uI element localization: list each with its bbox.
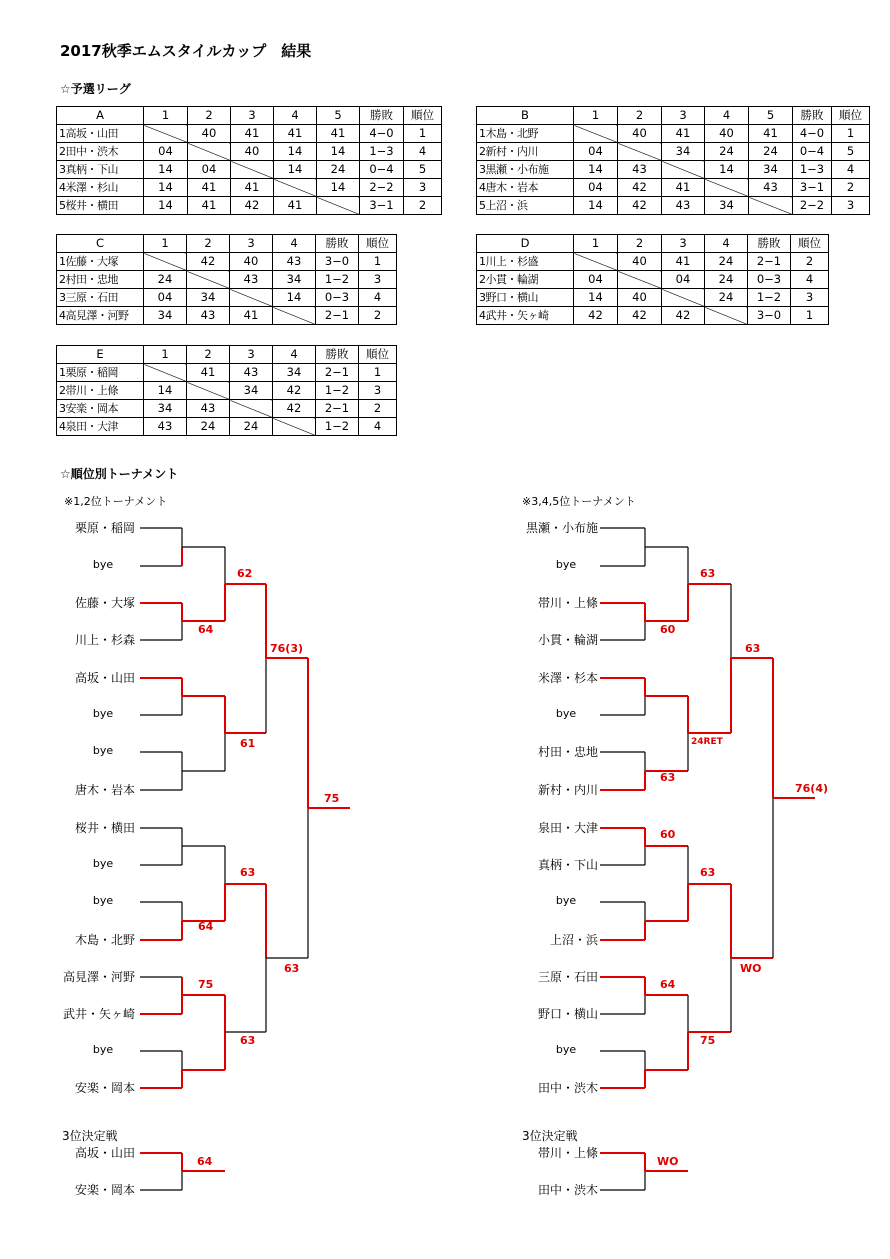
column-header: 順位 [404, 107, 442, 125]
column-header: 順位 [359, 235, 397, 253]
result-cell: 2 [791, 253, 829, 271]
bye-slot: bye [555, 558, 577, 571]
result-cell: 14 [317, 143, 360, 161]
result-cell: 2 [359, 400, 397, 418]
match-score: WO [740, 962, 762, 975]
bye-slot: bye [555, 707, 577, 720]
result-cell: 1−3 [360, 143, 404, 161]
team-name: 4高見澤・河野 [57, 307, 144, 325]
result-cell: 43 [618, 161, 662, 179]
result-cell: 40 [230, 253, 273, 271]
bye-slot: bye [92, 857, 114, 870]
team-name: 3真柄・下山 [57, 161, 144, 179]
result-cell: 14 [574, 161, 618, 179]
result-cell: 3 [832, 197, 870, 215]
result-cell: 3 [359, 271, 397, 289]
bye-slot: bye [92, 1043, 114, 1056]
result-cell: 1 [359, 253, 397, 271]
result-cell: 43 [230, 271, 273, 289]
result-cell: 2−1 [316, 364, 359, 382]
result-cell: 34 [187, 289, 230, 307]
bracket-player: 帯川・上條 [537, 596, 598, 610]
result-cell: 34 [749, 161, 793, 179]
column-header: 順位 [359, 346, 397, 364]
team-name: 3三原・石田 [57, 289, 144, 307]
result-cell: 14 [144, 161, 188, 179]
result-cell: 24 [705, 253, 748, 271]
result-cell: 4 [359, 418, 397, 436]
result-cell: 4 [359, 289, 397, 307]
result-cell: 4 [404, 143, 442, 161]
match-score: 75 [324, 792, 340, 805]
result-cell: 2−2 [793, 197, 832, 215]
result-cell: 0−4 [793, 143, 832, 161]
result-cell: 2−1 [748, 253, 791, 271]
column-header: 2 [187, 346, 230, 364]
result-cell: 3−0 [748, 307, 791, 325]
result-cell: 24 [749, 143, 793, 161]
result-cell: 2−2 [360, 179, 404, 197]
result-cell: 34 [144, 400, 187, 418]
column-header: 順位 [791, 235, 829, 253]
result-cell: 14 [317, 179, 360, 197]
result-cell: 14 [274, 161, 317, 179]
bracket-player: 泉田・大津 [537, 821, 598, 835]
column-header: 1 [144, 235, 187, 253]
column-header: 4 [705, 107, 749, 125]
column-header: 1 [144, 346, 187, 364]
result-cell: 43 [144, 418, 187, 436]
result-cell: 41 [662, 125, 705, 143]
result-cell: 43 [230, 364, 273, 382]
bracket-player: 三原・石田 [537, 970, 598, 984]
team-name: 3黒瀬・小布施 [477, 161, 574, 179]
result-cell: 40 [705, 125, 749, 143]
team-name: 1川上・杉盛 [477, 253, 574, 271]
result-cell: 4−0 [360, 125, 404, 143]
bracket-player: 米澤・杉本 [537, 671, 598, 685]
match-score: 64 [198, 623, 214, 636]
column-header: 2 [618, 107, 662, 125]
bracket-player: 安楽・岡本 [74, 1081, 135, 1095]
match-score: 64 [197, 1155, 213, 1168]
result-cell: 1−3 [793, 161, 832, 179]
column-header: 順位 [832, 107, 870, 125]
column-header: 勝敗 [748, 235, 791, 253]
result-cell: 41 [231, 179, 274, 197]
result-cell: 1−2 [316, 271, 359, 289]
tournament-heading: ☆順位別トーナメント [60, 467, 179, 481]
result-cell: 14 [144, 179, 188, 197]
team-name: 1木島・北野 [477, 125, 574, 143]
result-cell: 0−3 [748, 271, 791, 289]
league-name: B [477, 107, 574, 125]
bracket-player: 村田・忠地 [537, 745, 598, 759]
result-cell: 04 [574, 143, 618, 161]
result-cell: 04 [574, 271, 618, 289]
result-cell: 24 [705, 289, 748, 307]
match-score: 24RET [691, 737, 723, 747]
column-header: 3 [662, 107, 705, 125]
column-header: 1 [144, 107, 188, 125]
result-cell: 0−4 [360, 161, 404, 179]
result-cell: 41 [231, 125, 274, 143]
league-name: C [57, 235, 144, 253]
column-header: 4 [273, 346, 316, 364]
result-cell: 2 [404, 197, 442, 215]
column-header: 5 [749, 107, 793, 125]
result-cell: 3−0 [316, 253, 359, 271]
result-cell: 14 [144, 382, 187, 400]
league-name: E [57, 346, 144, 364]
result-cell: 14 [273, 289, 316, 307]
result-cell: 41 [749, 125, 793, 143]
right-bracket-title: ※3,4,5位トーナメント [522, 495, 636, 508]
result-cell: 34 [230, 382, 273, 400]
team-name: 5上沼・浜 [477, 197, 574, 215]
column-header: 勝敗 [316, 346, 359, 364]
bracket-player: 田中・渋木 [537, 1183, 598, 1197]
team-name: 4泉田・大津 [57, 418, 144, 436]
result-cell: 43 [662, 197, 705, 215]
bracket-player: 唐木・岩本 [74, 783, 135, 797]
result-cell: 3 [791, 289, 829, 307]
match-score: 61 [240, 737, 256, 750]
result-cell: 40 [618, 253, 662, 271]
result-cell: 3−1 [793, 179, 832, 197]
result-cell: 04 [144, 289, 187, 307]
column-header: 2 [187, 235, 230, 253]
column-header: 勝敗 [360, 107, 404, 125]
result-cell: 41 [274, 197, 317, 215]
result-cell: 1 [832, 125, 870, 143]
result-cell: 4 [791, 271, 829, 289]
result-cell: 41 [230, 307, 273, 325]
column-header: 1 [574, 107, 618, 125]
bracket-player: 安楽・岡本 [74, 1183, 135, 1197]
team-name: 1高坂・山田 [57, 125, 144, 143]
result-cell: 1−2 [748, 289, 791, 307]
result-cell: 40 [618, 125, 662, 143]
result-cell: 04 [662, 271, 705, 289]
result-cell: 40 [188, 125, 231, 143]
result-cell: 3 [359, 382, 397, 400]
result-cell: 42 [662, 307, 705, 325]
match-score: 63 [240, 1034, 256, 1047]
column-header: 4 [274, 107, 317, 125]
column-header: 3 [230, 346, 273, 364]
result-cell: 40 [231, 143, 274, 161]
bracket-player: 田中・渋木 [537, 1081, 598, 1095]
bye-slot: bye [555, 894, 577, 907]
result-cell: 41 [274, 125, 317, 143]
bye-slot: bye [92, 894, 114, 907]
match-score: 63 [284, 962, 300, 975]
team-name: 4唐木・岩本 [477, 179, 574, 197]
column-header: 1 [574, 235, 618, 253]
league-name: D [477, 235, 574, 253]
result-cell: 42 [187, 253, 230, 271]
result-cell: 5 [832, 143, 870, 161]
result-cell: 24 [230, 418, 273, 436]
result-cell: 42 [618, 197, 662, 215]
result-cell: 2 [359, 307, 397, 325]
bracket-player: 桜井・横田 [74, 821, 135, 835]
team-name: 2村田・忠地 [57, 271, 144, 289]
result-cell: 41 [317, 125, 360, 143]
bye-slot: bye [555, 1043, 577, 1056]
bracket-player: 帯川・上條 [537, 1146, 598, 1160]
result-cell: 43 [187, 307, 230, 325]
match-score: 64 [660, 978, 676, 991]
column-header: 5 [317, 107, 360, 125]
result-cell: 4 [832, 161, 870, 179]
column-header: 2 [618, 235, 662, 253]
result-cell: 41 [187, 364, 230, 382]
result-cell: 41 [188, 197, 231, 215]
match-score: 63 [660, 771, 676, 784]
result-cell: 4−0 [793, 125, 832, 143]
match-score: 62 [237, 567, 253, 580]
result-cell: 2−1 [316, 400, 359, 418]
result-cell: 34 [273, 364, 316, 382]
match-score: 64 [198, 920, 214, 933]
result-cell: 42 [618, 179, 662, 197]
column-header: 勝敗 [793, 107, 832, 125]
result-cell: 34 [273, 271, 316, 289]
result-cell: 43 [749, 179, 793, 197]
team-name: 2小貫・輪湖 [477, 271, 574, 289]
bracket-player: 佐藤・大塚 [74, 596, 135, 610]
bye-slot: bye [92, 707, 114, 720]
result-cell: 04 [574, 179, 618, 197]
result-cell: 1 [404, 125, 442, 143]
result-cell: 1 [791, 307, 829, 325]
result-cell: 42 [574, 307, 618, 325]
column-header: 3 [231, 107, 274, 125]
result-cell: 1−2 [316, 418, 359, 436]
result-cell: 42 [618, 307, 662, 325]
result-cell: 3−1 [360, 197, 404, 215]
page-title: 2017秋季エムスタイルカップ 結果 [60, 42, 312, 60]
column-header: 2 [188, 107, 231, 125]
column-header: 勝敗 [316, 235, 359, 253]
result-cell: 43 [187, 400, 230, 418]
result-cell: 42 [273, 382, 316, 400]
result-cell: 2 [832, 179, 870, 197]
match-score: 76(4) [795, 782, 829, 795]
league-heading: ☆予選リーグ [60, 82, 131, 96]
league-name: A [57, 107, 144, 125]
bye-slot: bye [92, 558, 114, 571]
result-cell: 24 [705, 271, 748, 289]
match-score: 60 [660, 623, 676, 636]
result-cell: 34 [705, 197, 749, 215]
bracket-player: 栗原・稲岡 [74, 521, 135, 535]
bracket-player: 木島・北野 [74, 933, 135, 947]
team-name: 1佐藤・大塚 [57, 253, 144, 271]
bye-slot: bye [92, 744, 114, 757]
result-cell: 2−1 [316, 307, 359, 325]
bracket-player: 高坂・山田 [74, 1146, 135, 1160]
column-header: 4 [273, 235, 316, 253]
bracket-player: 高見澤・河野 [62, 970, 135, 984]
match-score: 60 [660, 828, 676, 841]
team-name: 1栗原・稲岡 [57, 364, 144, 382]
match-score: WO [657, 1155, 679, 1168]
left-third-place-title: 3位決定戦 [62, 1129, 118, 1143]
result-cell: 43 [273, 253, 316, 271]
bracket-player: 新村・内川 [537, 783, 598, 797]
team-name: 2田中・渋木 [57, 143, 144, 161]
bracket-player: 上沼・浜 [549, 933, 598, 947]
result-cell: 14 [144, 197, 188, 215]
result-cell: 41 [662, 179, 705, 197]
team-name: 4米澤・杉山 [57, 179, 144, 197]
result-cell: 14 [574, 289, 618, 307]
result-cell: 24 [705, 143, 749, 161]
right-third-place-title: 3位決定戦 [522, 1129, 578, 1143]
match-score: 63 [700, 866, 716, 879]
team-name: 3野口・横山 [477, 289, 574, 307]
result-cell: 04 [144, 143, 188, 161]
column-header: 3 [662, 235, 705, 253]
column-header: 3 [230, 235, 273, 253]
result-cell: 24 [144, 271, 187, 289]
bracket-player: 小貫・輪湖 [537, 633, 598, 647]
result-cell: 14 [705, 161, 749, 179]
bracket-player: 黒瀬・小布施 [525, 521, 598, 535]
left-bracket-title: ※1,2位トーナメント [64, 495, 168, 508]
match-score: 63 [700, 567, 716, 580]
result-cell: 24 [187, 418, 230, 436]
result-cell: 1 [359, 364, 397, 382]
result-cell: 34 [144, 307, 187, 325]
bracket-player: 真柄・下山 [537, 858, 598, 872]
result-cell: 1−2 [316, 382, 359, 400]
team-name: 2帯川・上條 [57, 382, 144, 400]
match-score: 75 [198, 978, 214, 991]
result-cell: 40 [618, 289, 662, 307]
result-cell: 5 [404, 161, 442, 179]
bracket-player: 野口・横山 [537, 1007, 598, 1021]
result-cell: 34 [662, 143, 705, 161]
result-cell: 14 [574, 197, 618, 215]
bracket-player: 高坂・山田 [74, 671, 135, 685]
team-name: 2新村・内川 [477, 143, 574, 161]
result-cell: 41 [188, 179, 231, 197]
column-header: 4 [705, 235, 748, 253]
bracket-player: 川上・杉森 [74, 633, 135, 647]
team-name: 4武井・矢ヶ崎 [477, 307, 574, 325]
result-cell: 04 [188, 161, 231, 179]
team-name: 3安楽・岡本 [57, 400, 144, 418]
result-cell: 3 [404, 179, 442, 197]
result-cell: 42 [231, 197, 274, 215]
result-cell: 42 [273, 400, 316, 418]
result-cell: 41 [662, 253, 705, 271]
team-name: 5桜井・横田 [57, 197, 144, 215]
result-cell: 0−3 [316, 289, 359, 307]
match-score: 76(3) [270, 642, 304, 655]
match-score: 75 [700, 1034, 716, 1047]
bracket-player: 武井・矢ヶ崎 [62, 1007, 135, 1021]
match-score: 63 [240, 866, 256, 879]
match-score: 63 [745, 642, 761, 655]
result-cell: 24 [317, 161, 360, 179]
result-cell: 14 [274, 143, 317, 161]
